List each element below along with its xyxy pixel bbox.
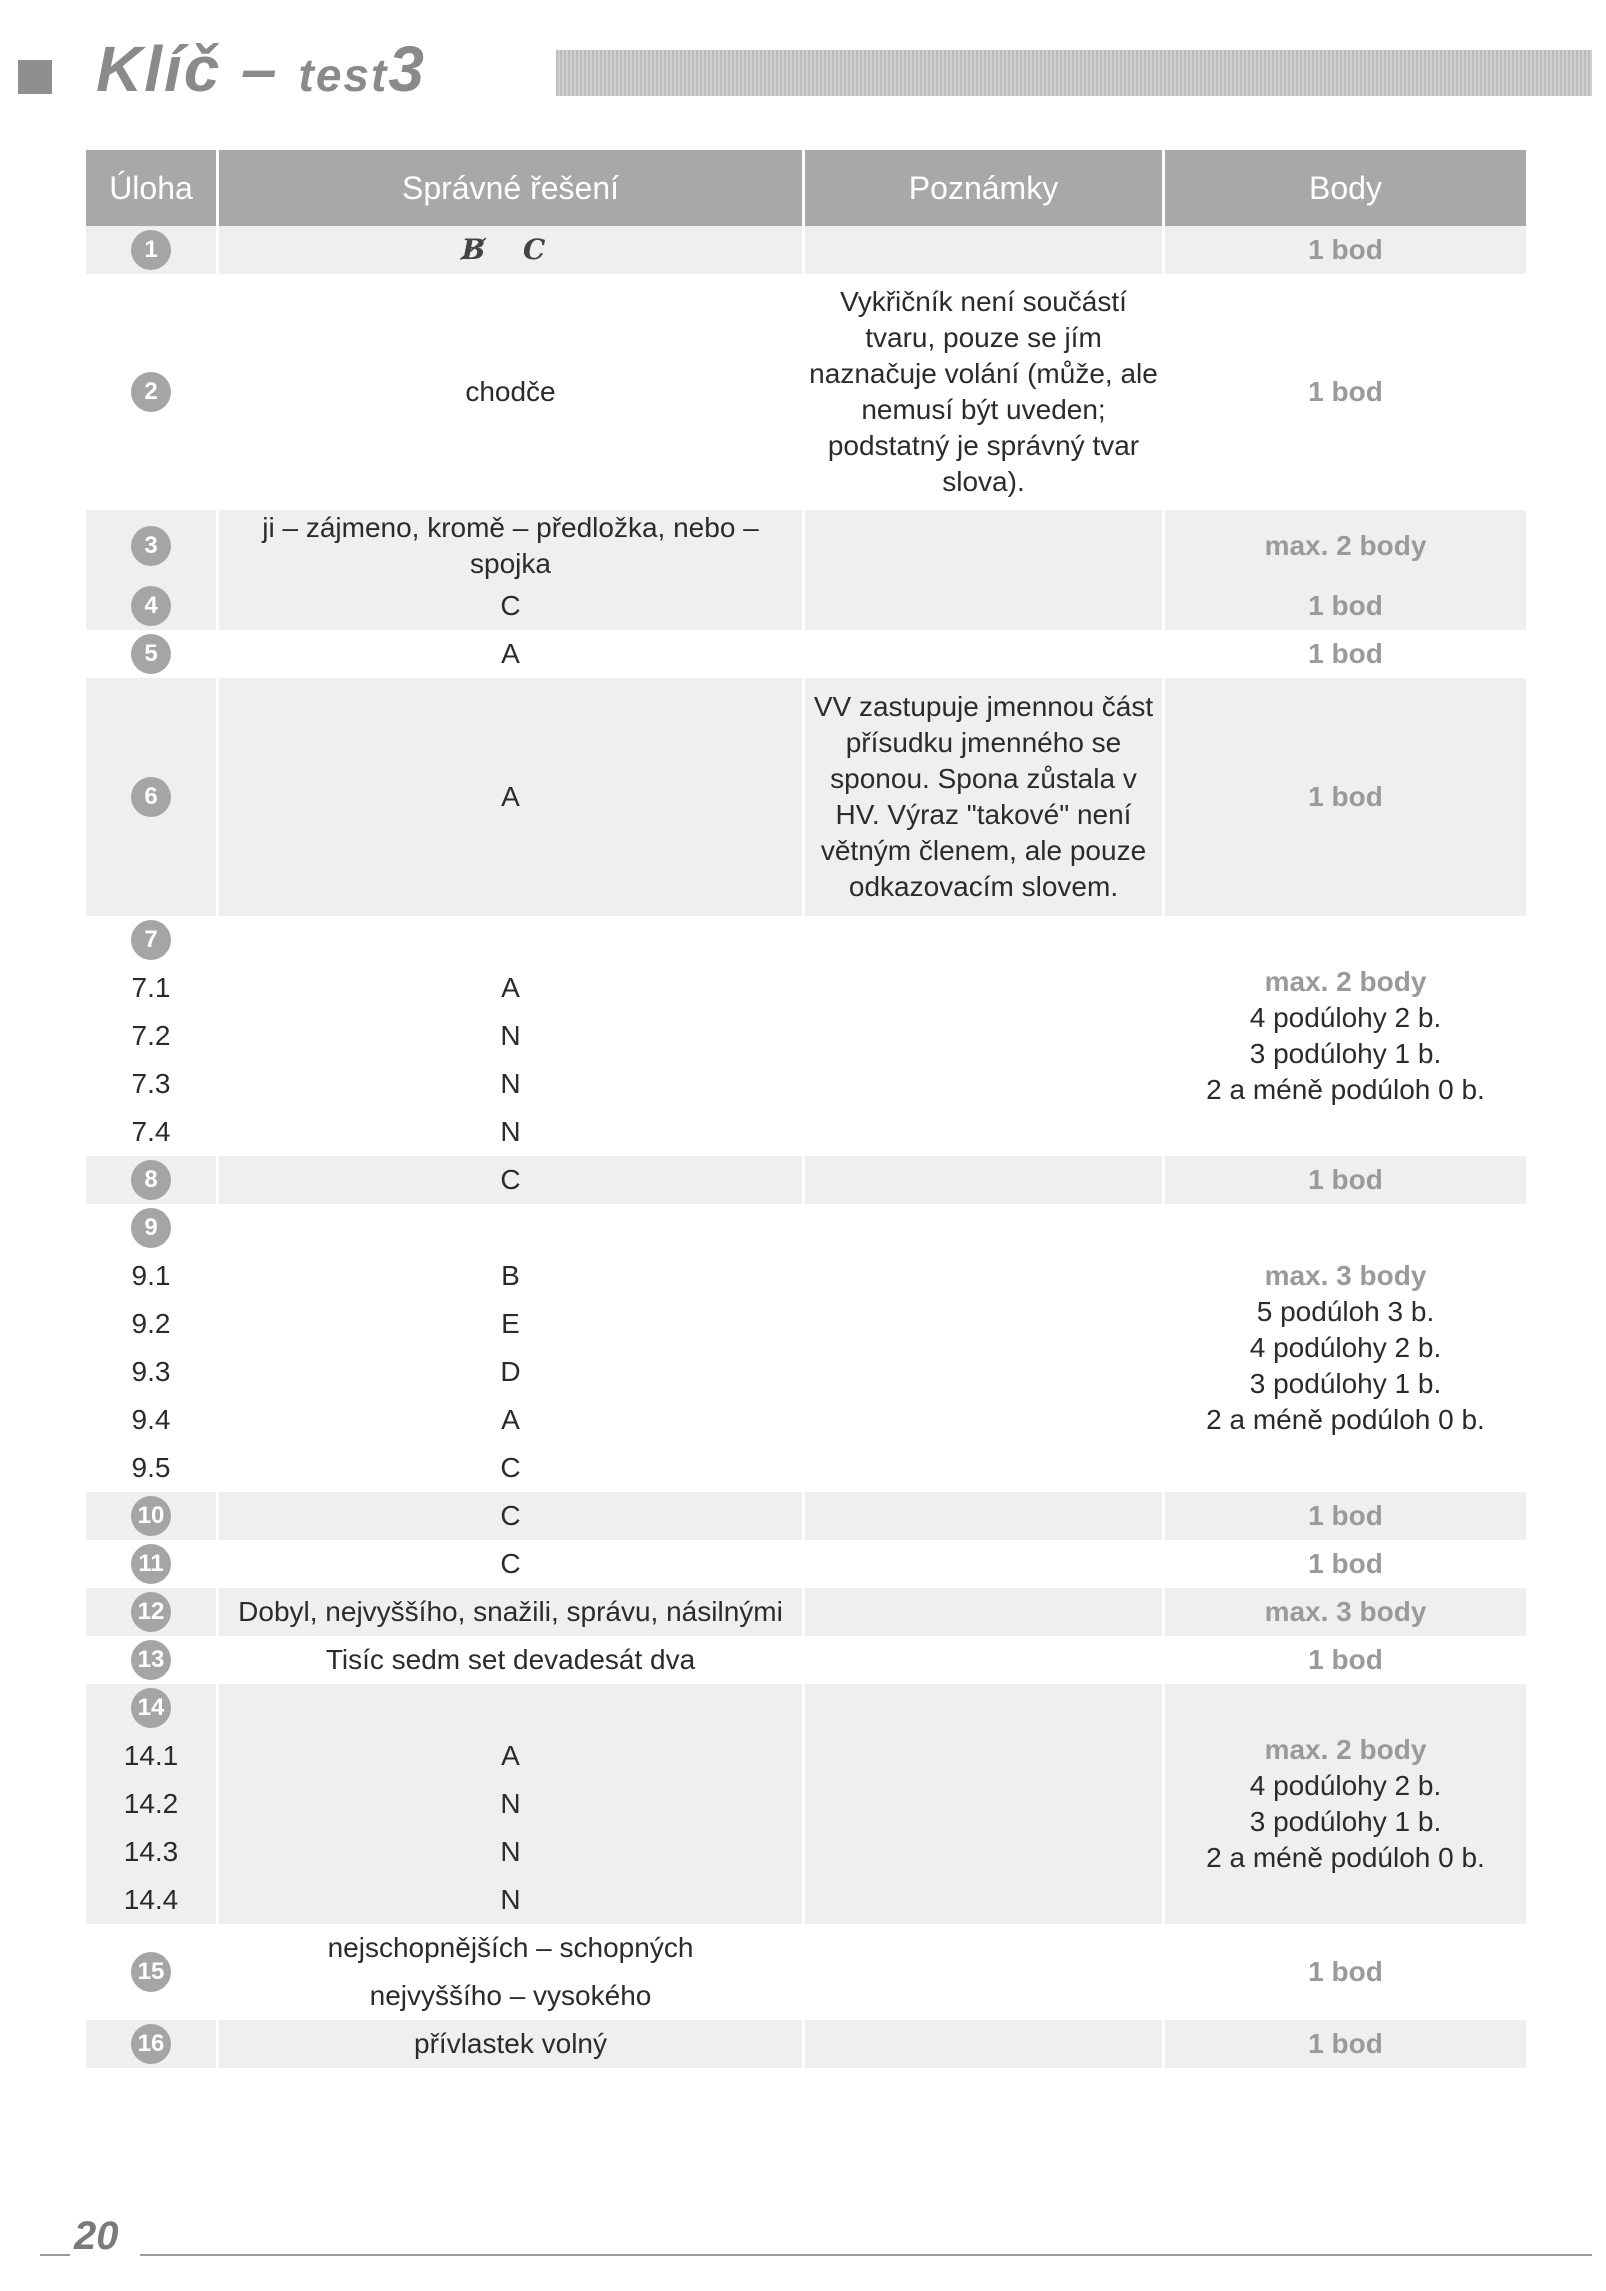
notes-cell bbox=[802, 630, 1162, 678]
task-number: 9 bbox=[131, 1208, 171, 1248]
points-cell: 1 bod bbox=[1308, 1548, 1383, 1579]
header-points: Body bbox=[1162, 150, 1526, 226]
solution-cell: A bbox=[216, 630, 802, 678]
solution-cell: N bbox=[216, 1060, 802, 1108]
points-cell: max. 3 body bbox=[1264, 1596, 1427, 1627]
solution-cell: A bbox=[216, 1732, 802, 1780]
title-strip bbox=[556, 50, 1592, 96]
page-title: Klíč – test3 bbox=[96, 33, 426, 105]
notes-cell: VV zastupuje jmennou část přísudku jmenného se sponou. Spona zůstala v HV. Výraz "takové" není větným členem, ale pouze odkazovacím slovem. bbox=[802, 678, 1162, 916]
table-row bbox=[86, 1924, 1526, 2020]
subtask-id: 7.4 bbox=[86, 1108, 216, 1156]
table-row bbox=[86, 916, 1526, 964]
task-number: 10 bbox=[131, 1496, 171, 1536]
table-row bbox=[86, 226, 1526, 274]
subtask-id: 9.2 bbox=[86, 1300, 216, 1348]
solution-cell: C bbox=[216, 1156, 802, 1204]
subtask-id: 9.5 bbox=[86, 1444, 216, 1492]
notes-cell: Vykřičník není součástí tvaru, pouze se jím naznačuje volání (může, ale nemusí být uveden; podstatný je správný tvar slova). bbox=[802, 274, 1162, 510]
task-number: 8 bbox=[131, 1160, 171, 1200]
solution-cell: D bbox=[216, 1348, 802, 1396]
points-cell: 1 bod bbox=[1308, 376, 1383, 407]
points-cell: 1 bod bbox=[1308, 1956, 1383, 1987]
points-cell: 1 bod bbox=[1308, 590, 1383, 621]
title-square-icon bbox=[18, 60, 52, 94]
points-cell: 1 bod bbox=[1308, 1164, 1383, 1195]
task-number: 13 bbox=[131, 1640, 171, 1680]
footer-rule-left bbox=[40, 2254, 70, 2256]
table-row bbox=[86, 510, 1526, 582]
table-row bbox=[86, 582, 1526, 630]
points-cell: 1 bod bbox=[1308, 234, 1383, 265]
table-row bbox=[86, 1540, 1526, 1588]
table-row bbox=[86, 274, 1526, 510]
task-number: 6 bbox=[131, 777, 171, 817]
solution-cell: N bbox=[216, 1828, 802, 1876]
solution-cell: A bbox=[216, 964, 802, 1012]
subtask-id: 9.3 bbox=[86, 1348, 216, 1396]
task-number: 11 bbox=[131, 1544, 171, 1584]
points-cell: 1 bod bbox=[1308, 1644, 1383, 1675]
solution-cell: N bbox=[216, 1108, 802, 1156]
solution-cell: C bbox=[216, 1492, 802, 1540]
table-row bbox=[86, 1156, 1526, 1204]
solution-cell: A bbox=[216, 678, 802, 916]
subtask-id: 14.4 bbox=[86, 1876, 216, 1924]
table-row bbox=[86, 1636, 1526, 1684]
page-number: 20 bbox=[74, 2214, 119, 2258]
solution-cell: nejschopnějších – schopných nejvyššího – vysokého bbox=[216, 1924, 802, 2020]
points-cell: 1 bod bbox=[1308, 1500, 1383, 1531]
solution-cell: chodče bbox=[216, 274, 802, 510]
header-solution: Správné řešení bbox=[216, 150, 802, 226]
points-cell: max. 2 body bbox=[1264, 530, 1427, 561]
subtask-id: 9.4 bbox=[86, 1396, 216, 1444]
notes-cell bbox=[802, 510, 1162, 582]
table-row bbox=[86, 1684, 1526, 1732]
solution-cell: Tisíc sedm set devadesát dva bbox=[216, 1636, 802, 1684]
solution-cell: C bbox=[216, 1540, 802, 1588]
solution-cell: E bbox=[216, 1300, 802, 1348]
table-row bbox=[86, 2020, 1526, 2068]
table-row bbox=[86, 1492, 1526, 1540]
points-cell: max. 2 body 4 podúlohy 2 b. 3 podúlohy 1 b. 2 a méně podúloh 0 b. bbox=[1162, 1684, 1526, 1924]
table-row bbox=[86, 1588, 1526, 1636]
subtask-id: 9.1 bbox=[86, 1252, 216, 1300]
task-number: 7 bbox=[131, 920, 171, 960]
solution-cell: A bbox=[216, 1396, 802, 1444]
subtask-id: 7.3 bbox=[86, 1060, 216, 1108]
table-row bbox=[86, 678, 1526, 916]
subtask-id: 14.2 bbox=[86, 1780, 216, 1828]
task-number: 4 bbox=[131, 586, 171, 626]
header-task: Úloha bbox=[86, 150, 216, 226]
subtask-id: 7.2 bbox=[86, 1012, 216, 1060]
subtask-id: 14.3 bbox=[86, 1828, 216, 1876]
answer-key-table bbox=[86, 150, 1526, 2068]
solution-cell: N bbox=[216, 1780, 802, 1828]
solution-cell: C bbox=[216, 1444, 802, 1492]
header-notes: Poznámky bbox=[802, 150, 1162, 226]
solution-cell: B bbox=[216, 1252, 802, 1300]
subtask-id: 14.1 bbox=[86, 1732, 216, 1780]
solution-cell: C bbox=[216, 582, 802, 630]
solution-cell: N bbox=[216, 1876, 802, 1924]
points-cell: max. 3 body 5 podúloh 3 b. 4 podúlohy 2 b. 3 podúlohy 1 b. 2 a méně podúloh 0 b. bbox=[1162, 1204, 1526, 1492]
task-number: 2 bbox=[131, 372, 171, 412]
footer-rule bbox=[140, 2254, 1592, 2256]
task-number: 16 bbox=[131, 2024, 171, 2064]
points-cell: 1 bod bbox=[1308, 638, 1383, 669]
task-number: 3 bbox=[131, 526, 171, 566]
points-cell: 1 bod bbox=[1308, 781, 1383, 812]
notes-cell bbox=[802, 582, 1162, 630]
solution-cell: ji – zájmeno, kromě – předložka, nebo – spojka bbox=[216, 510, 802, 582]
task-number: 12 bbox=[131, 1592, 171, 1632]
points-cell: 1 bod bbox=[1308, 2028, 1383, 2059]
solution-cell: B̸ C bbox=[461, 233, 560, 266]
solution-cell: přívlastek volný bbox=[216, 2020, 802, 2068]
task-number: 1 bbox=[131, 230, 171, 270]
points-cell: max. 2 body 4 podúlohy 2 b. 3 podúlohy 1 b. 2 a méně podúloh 0 b. bbox=[1162, 916, 1526, 1156]
notes-cell bbox=[802, 226, 1162, 274]
subtask-id: 7.1 bbox=[86, 964, 216, 1012]
solution-cell: Dobyl, nejvyššího, snažili, správu, násilnými bbox=[216, 1588, 802, 1636]
task-number: 5 bbox=[131, 634, 171, 674]
table-row bbox=[86, 1204, 1526, 1252]
title-bar bbox=[0, 28, 1606, 108]
solution-cell: N bbox=[216, 1012, 802, 1060]
table-row bbox=[86, 630, 1526, 678]
task-number: 15 bbox=[131, 1952, 171, 1992]
task-number: 14 bbox=[131, 1688, 171, 1728]
